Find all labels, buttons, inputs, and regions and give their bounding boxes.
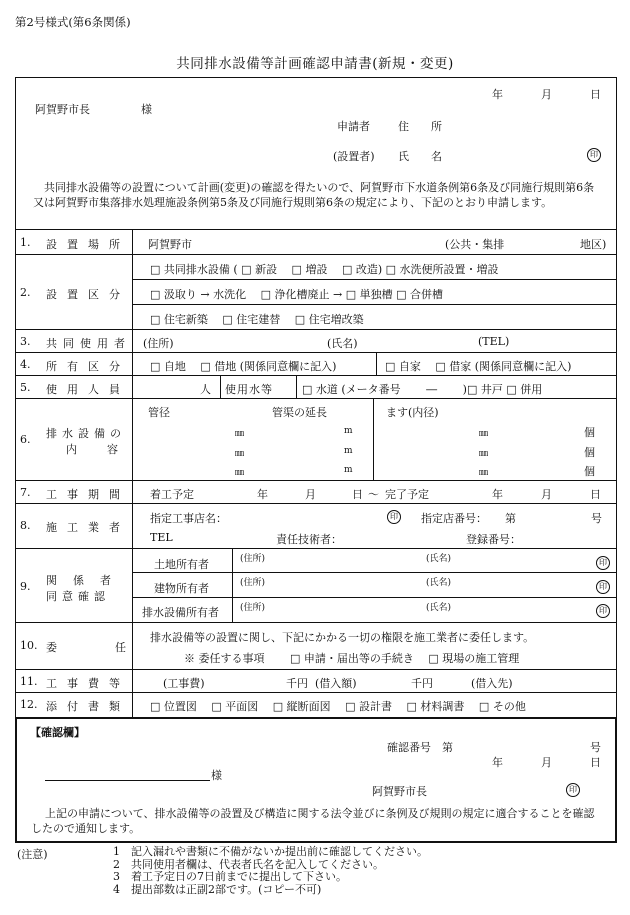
responsible-engineer: 責任技術者： [276,533,342,546]
row-number: 12. [20,698,38,711]
contractor-tel: TEL [150,531,173,544]
shared-user-name: (氏名) [327,337,358,350]
confirmation-go: 号 [590,741,601,754]
contractor-go: 号 [591,512,602,525]
delegation-text: 排水設備等の設置に関し、下記にかかる一切の権限を施工業者に委任します。 [150,631,535,644]
location-city: 阿賀野市 [148,238,192,251]
location-type: (公共・集排 [445,238,505,251]
masu-header: ます(内径) [386,406,439,419]
date-day-label: 日 [590,88,601,101]
pipe-m-unit: m [344,426,353,436]
cost-construction: (工事費) [163,677,205,690]
masu-count-unit: 個 [584,465,595,478]
row-label-parties: 関係者 [46,574,127,587]
row-number: 7. [20,486,31,499]
pipe-mm-unit: ㎜ [235,449,245,459]
row-number: 4. [20,358,31,371]
row-label-cost: 工事費等 [46,677,130,690]
recipient-sama: 様 [211,769,222,782]
seal-mark: 印 [596,604,610,618]
equipment-owner-label: 排水設備所有者 [142,606,219,619]
row-number: 10. [20,639,38,652]
seal-mark: 印 [596,556,610,570]
row-label-period: 工事期間 [46,488,130,501]
row-label-location: 設置場所 [46,238,130,251]
row-label-delegation: 委任 [46,641,184,654]
row-label-consent: 同意確認 [46,590,110,603]
row-label-ownership: 所有区分 [46,360,130,373]
start-day: 日 [352,488,363,501]
pipe-diameter-header: 管径 [148,406,170,419]
pipe-m-unit: m [344,446,353,456]
start-month: 月 [305,488,316,501]
contractor-shop-number: 指定店番号： [421,512,487,525]
contractor-shop-name: 指定工事店名： [150,512,227,525]
notes-label: (注意) [17,848,48,861]
category-line-2[interactable]: □ 汲取り → 水洗化 □ 浄化槽廃止 → □ 単独槽 □ 合併槽 [150,288,443,301]
masu-mm-unit: ㎜ [479,429,489,439]
date-month-label: 月 [541,88,552,101]
confirmation-text: 上記の申請について、排水設備等の設置及び構造に関する法令並びに条例及び規則の規定に適合することを確認したので通知します。 [31,807,595,835]
building-owner-name: (氏名) [426,578,452,588]
row-label-shared-user: 共同使用者 [46,337,131,350]
row-number: 3. [20,335,31,348]
row-number: 6. [20,433,31,446]
note-item: 3 着工予定日の7日前までに提出して下さい。 [113,870,347,883]
pipe-length-header: 管渠の延長 [272,406,327,419]
finish-plan: 完了予定 [385,488,429,501]
note-item: 4 提出部数は正副2部です。(コピー不可) [113,882,322,896]
name-label: 氏 名 [398,150,442,163]
page-title: 共同排水設備等計画確認申請書(新規・変更) [176,56,454,72]
row-label-attachments: 添付書類 [46,700,130,713]
land-owner-name: (氏名) [426,554,452,564]
registration-number: 登録番号： [466,533,521,546]
row-number: 1. [20,236,31,249]
location-district: 地区) [580,238,607,251]
recipient-line [45,780,210,781]
cost-unit-1: 千円 [286,677,308,690]
cost-lender: (借入先) [471,677,513,690]
pipe-mm-unit: ㎜ [235,429,245,439]
confirmation-day: 日 [590,756,601,769]
shared-user-address: (住所) [143,337,174,350]
finish-month: 月 [541,488,552,501]
form-number: 第2号様式(第6条関係) [15,15,131,29]
mayor-addressee: 阿賀野市長 [35,103,90,116]
confirmation-month: 月 [541,756,552,769]
seal-mark: 印 [566,783,580,797]
land-owner-label: 土地所有者 [154,558,209,571]
start-plan: 着工予定 [150,488,194,501]
confirmation-title: 【確認欄】 [30,726,85,739]
row-label-contents: 内容 [66,443,148,456]
mayor-sama: 様 [141,103,152,116]
masu-mm-unit: ㎜ [479,449,489,459]
note-item: 1 記入漏れや書類に不備がないか提出前に確認してください。 [113,845,428,858]
finish-day: 日 [590,488,601,501]
contractor-dai: 第 [505,512,516,525]
seal-mark: 印 [596,580,610,594]
land-owner-address: (住所) [240,554,266,564]
attachment-documents[interactable]: □ 位置図 □ 平面図 □ 縦断面図 □ 設計書 □ 材料調書 □ その他 [150,700,526,713]
seal-mark: 印 [587,148,601,162]
category-line-3[interactable]: □ 住宅新築 □ 住宅建替 □ 住宅増改築 [150,313,364,326]
masu-count-unit: 個 [584,426,595,439]
building-owner-label: 建物所有者 [154,582,209,595]
period-tilde: 〜 [368,488,379,501]
category-line-1[interactable]: □ 共同排水設備 ( □ 新設 □ 増設 □ 改造) □ 水洗便所設置・増設 [150,263,499,276]
application-statement: 共同排水設備等の設置について計画(変更)の確認を得たいので、阿賀野市下水道条例第6条及び同施行規則第6条又は阿賀野市集落排水処理施設条例第5条及び同施行規則第6条の規定により、下記のとおり申請します。 [33,181,595,209]
equipment-owner-address: (住所) [240,603,266,613]
building-owner-address: (住所) [240,578,266,588]
cost-borrowed: (借入額) [315,677,357,690]
note-item: 2 共同使用者欄は、代表者氏名を記入してください。 [113,857,384,871]
water-source-label: 使用水等 [225,383,273,396]
row-number: 2. [20,286,31,299]
finish-year: 年 [492,488,503,501]
land-ownership[interactable]: □ 自地 □ 借地 (関係同意欄に記入) [150,360,337,373]
seal-mark: 印 [387,510,401,524]
row-number: 5. [20,381,31,394]
start-year: 年 [257,488,268,501]
masu-count-unit: 個 [584,446,595,459]
address-label: 住 所 [398,120,442,133]
water-source-options[interactable]: □ 水道 (メータ番号 ― )□ 井戸 □ 併用 [302,383,543,396]
row-label-users: 使用人員 [46,383,130,396]
confirmation-number: 確認番号 第 [387,741,453,754]
row-label-drainage: 排水設備の [46,427,126,440]
notes-list [113,846,428,896]
row-number: 11. [20,675,38,688]
confirmation-year: 年 [492,756,503,769]
cost-unit-2: 千円 [411,677,433,690]
masu-mm-unit: ㎜ [479,468,489,478]
pipe-mm-unit: ㎜ [235,468,245,478]
row-label-contractor: 施工業者 [46,521,130,534]
pipe-m-unit: m [344,465,353,475]
confirmation-mayor: 阿賀野市長 [372,785,427,798]
equipment-owner-name: (氏名) [426,603,452,613]
date-year-label: 年 [492,88,503,101]
users-count-unit: 人 [200,383,211,396]
house-ownership[interactable]: □ 自家 □ 借家 (関係同意欄に記入) [385,360,572,373]
row-number: 8. [20,519,31,532]
row-number: 9. [20,580,31,593]
shared-user-tel: (TEL) [478,335,510,348]
row-label-category: 設置区分 [46,288,130,301]
applicant-label: 申請者 [337,120,370,133]
delegation-items[interactable]: ※ 委任する事項 □ 申請・届出等の手続き □ 現場の施工管理 [184,652,520,665]
installer-label: (設置者) [333,150,375,163]
